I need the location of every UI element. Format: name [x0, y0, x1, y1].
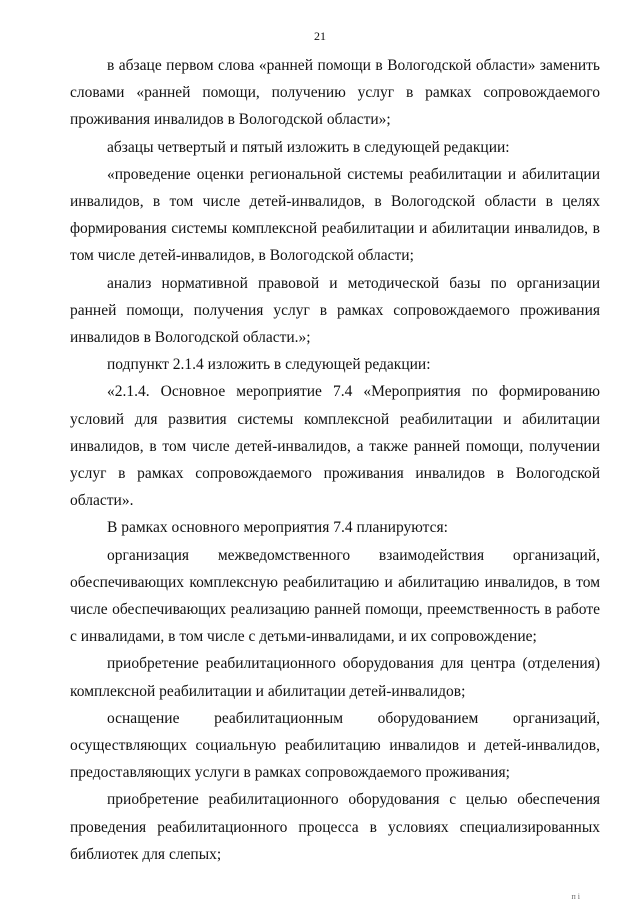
footer-mark: п і [571, 892, 580, 901]
paragraph: «проведение оценки региональной системы реабилитации и абилитации инвалидов, в том числе детей-инвалидов, в Вологодской области в целях формирования системы комплексной реабилитации и абилитации инвалидов, в том числе детей-инвалидов, в Вологодской области; [70, 165, 600, 265]
paragraph: в абзаце первом слова «ранней помощи в Вологодской области» заменить словами «ранней помощи, получению услуг в рамках сопровождаемого проживания инвалидов в Вологодской области»; [70, 57, 600, 129]
document-body [70, 52, 600, 868]
paragraph: анализ нормативной правовой и методической базы по организации ранней помощи, получения услуг в рамках сопровождаемого проживания инвалидов в Вологодской области.»; [70, 274, 600, 347]
paragraph: организация межведомственного взаимодействия организаций, обеспечивающих комплексную реабилитацию и абилитацию инвалидов, в том числе обеспечивающих реализацию ранней помощи, преемственность в работе с инвалидами, в том числе с детьми-инвалидами, и их сопровождение; [70, 546, 600, 646]
paragraph: оснащение реабилитационным оборудованием организаций, осуществляющих социальную реабилитацию инвалидов и детей-инвалидов, предоставляющих услуги в рамках сопровождаемого проживания; [70, 709, 600, 782]
paragraph: «2.1.4. Основное мероприятие 7.4 «Мероприятия по формированию условий для развития системы комплексной реабилитации и абилитации инвалидов, в том числе детей-инвалидов, а также ранней помощи, получении услуг в рамках сопровождаемого проживания инвалидов в Вологодской области». [70, 383, 600, 510]
page-number: 21 [314, 29, 326, 43]
paragraph: приобретение реабилитационного оборудования с целью обеспечения проведения реабилитационного процесса в условиях специализированных библиотек для слепых; [70, 791, 600, 863]
paragraph: приобретение реабилитационного оборудования для центра (отделения) комплексной реабилитации и абилитации детей-инвалидов; [70, 655, 600, 700]
paragraph: абзацы четвертый и пятый изложить в следующей редакции: [107, 138, 510, 156]
paragraph: подпункт 2.1.4 изложить в следующей редакции: [107, 356, 431, 374]
paragraph: В рамках основного мероприятия 7.4 планируются: [107, 519, 448, 537]
